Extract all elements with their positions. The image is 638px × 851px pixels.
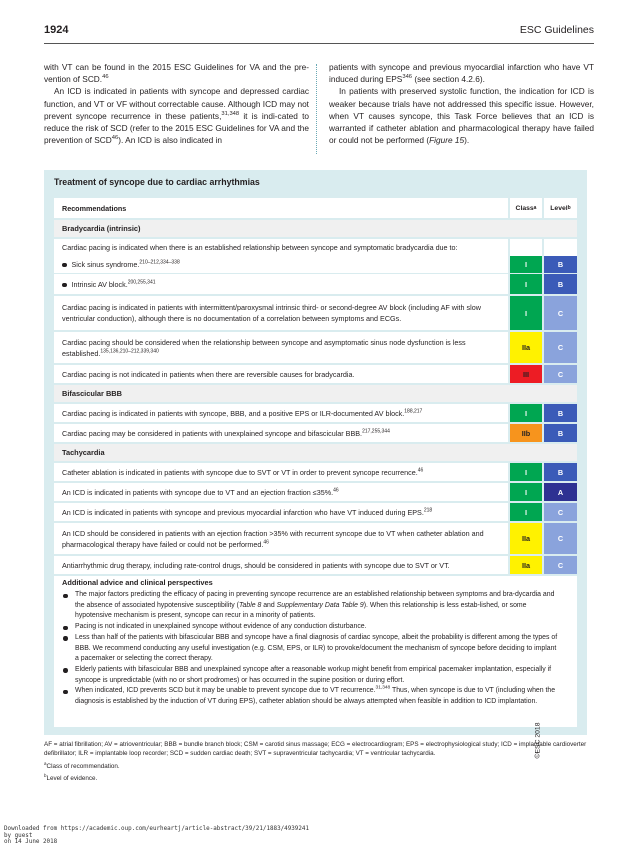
table-row: Intrinsic AV block.$^{200,255,341}$ I B [54, 274, 577, 294]
class-badge: IIa [510, 523, 542, 554]
level-badge: B [544, 256, 577, 273]
table-row: An ICD is indicated in patients with syncope due to VT and an ejection fraction ≤35%.$^{46}$ I A [54, 483, 577, 501]
box-title: Treatment of syncope due to cardiac arrhythmias [54, 177, 260, 187]
section-header: Tachycardia [54, 444, 577, 461]
advice-section [54, 576, 577, 727]
header-level: Level b [544, 198, 577, 218]
class-badge: III [510, 365, 542, 383]
level-badge: B [544, 404, 577, 422]
bullet-icon [62, 283, 67, 288]
footnote-a: $^a$Class of recommendation. [44, 760, 120, 770]
advice-item: The major factors predicting the efficacy of pacing in preventing syncope recurrence are an established relationship between symptoms and bra-dycardia and the absence of associated hypotensive susceptibility (Table 8 and Supplementary Data Table 9). When this relationship is less estab-lished, or some hypotensive mechanism is present, syncope can recur in a minority of patients. [62, 590, 562, 622]
level-badge: B [544, 424, 577, 442]
level-badge: A [544, 483, 577, 501]
level-badge: C [544, 503, 577, 521]
advice-item: Pacing is not indicated in unexplained syncope without evidence of any conduction disturbance. [62, 622, 562, 633]
level-badge: C [544, 332, 577, 363]
running-title: ESC Guidelines [519, 24, 594, 36]
table-row: Cardiac pacing is not indicated in patients when there are reversible causes for bradycardia. III C [54, 365, 577, 383]
class-badge: I [510, 274, 542, 294]
header-class: Class a [510, 198, 542, 218]
abbreviations: AF = atrial fibrillation; AV = atrioventricular; BBB = bundle branch block; CSM = carotid sinus massage; ECG = electrocardiogram; EPS = electrophysiological study; ICD = implantable cardioverter defibrillator; ILR = implantable loop recorder; SCD = sudden cardiac death; SVT = supraventricular tachycardia; VT = ventricular tachycardia. [44, 741, 587, 758]
class-badge: I [510, 404, 542, 422]
paragraph: patients with syncope and previous myocardial infarction who have VT induced during EPS$^{346}$ (see section 4.2.6). [329, 62, 594, 85]
table-footnotes [44, 740, 587, 784]
table-row: Cardiac pacing should be considered when the relationship between syncope and asymptomatic sinus node dysfunction is less established.$^{135,136,210-212,339,340}$ IIa C [54, 332, 577, 363]
supplementary-link[interactable]: Supplementary Data Table 9 [276, 601, 364, 609]
bullet-icon [63, 690, 68, 695]
recommendation-table [54, 198, 577, 748]
paragraph: In patients with preserved systolic function, the indication for ICD is weaker because trials have not addressed this specific issue. However, when VT causes syncope, this Task Force believes that an ICD is warranted if catheter ablation and pharmacological therapy have failed or could not be performed (Figure 15). [329, 86, 594, 146]
header-recommendations: Recommendations [62, 204, 127, 213]
class-badge: IIa [510, 556, 542, 574]
paragraph: with VT can be found in the 2015 ESC Guidelines for VA and the pre-vention of SCD.$^{46}$ [44, 62, 309, 85]
footnote-b: $^b$Level of evidence. [44, 773, 98, 783]
recommendation-box [44, 170, 587, 735]
level-badge: B [544, 274, 577, 294]
table-row: Antiarrhythmic drug therapy, including rate-control drugs, should be considered in patients with syncope due to SVT or VT. IIa C [54, 556, 577, 574]
bullet-icon [62, 263, 67, 268]
right-text-column [329, 61, 594, 146]
class-badge: I [510, 503, 542, 521]
table-row: Sick sinus syndrome.$^{210-212,334-338}$ I B [54, 256, 577, 273]
level-badge: C [544, 556, 577, 574]
copyright-mark: ©ESC 2018 [534, 722, 542, 759]
table-row: Cardiac pacing is indicated when there is an established relationship between syncope and symptomatic bradycardia due to: [54, 239, 577, 256]
table-row: Cardiac pacing is indicated in patients with intermittent/paroxysmal intrinsic third- or second-degree AV block (including AF with slow ventricular conduction), although there is no documentation of a correlation between symptoms and ECGs. I C [54, 296, 577, 330]
level-badge: B [544, 463, 577, 481]
level-badge: C [544, 365, 577, 383]
section-header: Bifascicular BBB [54, 385, 577, 402]
class-badge: I [510, 483, 542, 501]
table-row: Cardiac pacing may be considered in patients with unexplained syncope and bifascicular BBB.$^{217,255,344}$ IIb B [54, 424, 577, 442]
download-stamp: Downloaded from https://academic.oup.com/eurheartj/article-abstract/39/21/1883/4939241 by guest on 14 June 2018 [4, 826, 309, 846]
class-badge: I [510, 256, 542, 273]
level-badge: C [544, 523, 577, 554]
table-header-row [54, 198, 577, 218]
advice-item: Elderly patients with bifascicular BBB and unexplained syncope after a reasonable workup might benefit from empirical pacemaker implantation, especially if syncope is unpredictable (with no or short prodromes) or has occurred in the supine position or during effort. [62, 665, 562, 686]
table-row: An ICD should be considered in patients with an ejection fraction >35% with recurrent syncope due to VT when catheter ablation and pharmacological therapy have failed or could not be performed.$^{46}$ IIa C [54, 523, 577, 554]
left-text-column [44, 61, 309, 146]
class-badge: I [510, 296, 542, 330]
advice-item: Less than half of the patients with bifascicular BBB and syncope have a final diagnosis of cardiac syncope, albeit the probability is different among the types of BBB. We recommend conducting any useful investigation (e.g. CSM, EPS, or ILR) to provoke/document the mechanism of syncope before deciding to implant a pacemaker or selecting the correct therapy. [62, 633, 562, 665]
header-rule [44, 43, 594, 44]
bullet-icon [63, 626, 68, 631]
advice-item: When indicated, ICD prevents SCD but it may be unable to prevent syncope due to VT recurrence.$^{31,348}$ Thus, when syncope is due to VT (including when the diagnosis is established by the induction of VT during EPS), catheter ablation should be always attempted when feasible in addition to ICD implantation. [62, 686, 562, 707]
class-badge: I [510, 463, 542, 481]
table-link[interactable]: Table 8 [238, 601, 262, 609]
figure-link[interactable]: Figure 15 [429, 135, 465, 146]
page-number: 1924 [44, 24, 69, 36]
bullet-icon [63, 636, 68, 641]
table-row: Catheter ablation is indicated in patients with syncope due to SVT or VT in order to prevent syncope recurrence.$^{46}$ I B [54, 463, 577, 481]
page-header [44, 24, 594, 38]
table-row: Cardiac pacing is indicated in patients with syncope, BBB, and a positive EPS or ILR-documented AV block.$^{188,217}$ I B [54, 404, 577, 422]
bullet-icon [63, 668, 68, 673]
section-header: Bradycardia (intrinsic) [54, 220, 577, 237]
advice-title: Additional advice and clinical perspectives [62, 578, 213, 587]
class-badge: IIb [510, 424, 542, 442]
bullet-icon [63, 594, 68, 599]
class-badge: IIa [510, 332, 542, 363]
table-row: An ICD is indicated in patients with syncope and previous myocardial infarction who have VT induced during EPS.$^{218}$ I C [54, 503, 577, 521]
level-badge: C [544, 296, 577, 330]
column-divider [316, 64, 317, 154]
paragraph: An ICD is indicated in patients with syncope and depressed cardiac function, and VT or VF without correctable cause. Although ICD may not prevent syncope recurrence in these patients,$^{31,348}$ it is indi-cated to reduce the risk of SCD (refer to the 2015 ESC Guidelines for VA and the prevention of SCD$^{46}$). An ICD is also indicated in [44, 86, 309, 146]
